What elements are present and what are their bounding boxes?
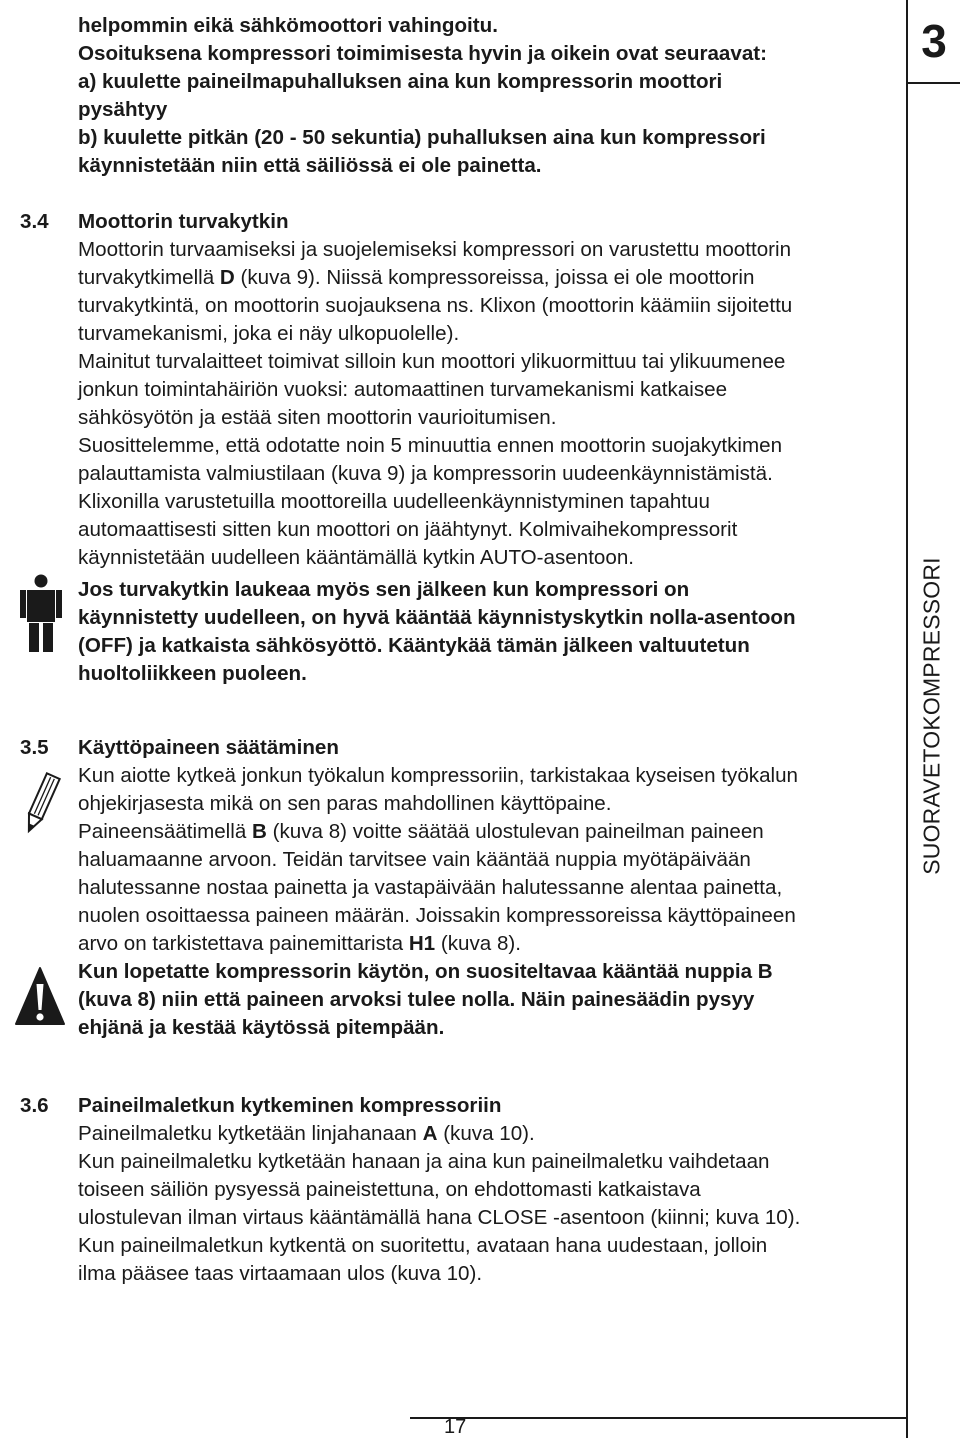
body-line: turvakytkintä, on moottorin suojauksena ns. Klixon (moottorin käämiin sijoitettu bbox=[78, 294, 793, 317]
section-title: Moottorin turvakytkin bbox=[78, 210, 289, 233]
body-line: jonkun toimintahäiriön vuoksi: automaattinen turvamekanismi katkaisee bbox=[78, 378, 728, 401]
person-icon bbox=[20, 574, 62, 652]
body-line-bold: (kuva 8) niin että paineen arvoksi tulee nolla. Näin painesäädin pysyy bbox=[78, 988, 755, 1011]
intro-line: a) kuulette paineilmapuhalluksen aina kun kompressorin moottori bbox=[78, 70, 723, 93]
body-line: arvo on tarkistettava painemittarista H1 (kuva 8). bbox=[78, 932, 521, 955]
body-line: Kun aiotte kytkeä jonkun työkalun kompressoriin, tarkistakaa kyseisen työkalun bbox=[78, 764, 799, 787]
sidebar-divider bbox=[906, 0, 908, 1438]
intro-line: Osoituksena kompressori toimimisesta hyvin ja oikein ovat seuraavat: bbox=[78, 42, 768, 65]
body-line-bold: ehjänä ja kestää käytössä pitempään. bbox=[78, 1016, 445, 1039]
intro-line: helpommin eikä sähkömoottori vahingoitu. bbox=[78, 14, 498, 37]
body-line: toiseen säiliön pysyessä paineistettuna, on ehdottomasti katkaistava bbox=[78, 1178, 701, 1201]
body-line: Suosittelemme, että odotatte noin 5 minuuttia ennen moottorin suojakytkimen bbox=[78, 434, 783, 457]
section-number: 3.6 bbox=[20, 1094, 49, 1117]
body-line-bold: Jos turvakytkin laukeaa myös sen jälkeen kun kompressori on bbox=[78, 578, 690, 601]
pencil-icon bbox=[20, 770, 64, 838]
section-number: 3.4 bbox=[20, 210, 49, 233]
body-line: turvakytkimellä D (kuva 9). Niissä kompressoreissa, joissa ei ole moottorin bbox=[78, 266, 755, 289]
warning-icon bbox=[14, 966, 66, 1026]
page-number: 17 bbox=[444, 1416, 467, 1438]
body-line: ilma pääsee taas virtaamaan ulos (kuva 10). bbox=[78, 1262, 483, 1285]
body-line: sähkösyötön ja estää siten moottorin vaurioitumisen. bbox=[78, 406, 557, 429]
side-label: SUORAVETOKOMPRESSORI bbox=[918, 557, 945, 875]
body-line: Mainitut turvalaitteet toimivat silloin kun moottori ylikuormittuu tai ylikuumenee bbox=[78, 350, 786, 373]
body-line: automaattisesti sitten kun moottori on jäähtynyt. Kolmivaihekompressorit bbox=[78, 518, 738, 541]
body-line: nuolen osoittaessa paineen määrän. Joissakin kompressoreissa käyttöpaineen bbox=[78, 904, 796, 927]
body-line-bold: Kun lopetatte kompressorin käytön, on suositeltavaa kääntää nuppia B bbox=[78, 960, 773, 983]
body-line: ohjekirjasesta mikä on sen paras mahdollinen käyttöpaine. bbox=[78, 792, 612, 815]
body-line-bold: (OFF) ja katkaista sähkösyöttö. Kääntykää tämän jälkeen valtuutetun bbox=[78, 634, 750, 657]
chapter-number: 3 bbox=[921, 15, 947, 67]
section-title: Käyttöpaineen säätäminen bbox=[78, 736, 339, 759]
body-line-bold: huoltoliikkeen puoleen. bbox=[78, 662, 307, 685]
body-line: Paineensäätimellä B (kuva 8) voitte säätää ulostulevan paineilman paineen bbox=[78, 820, 764, 843]
footer-rule bbox=[410, 1417, 908, 1419]
intro-line: pysähtyy bbox=[78, 98, 168, 121]
body-line: Kun paineilmaletku kytketään hanaan ja aina kun paineilmaletku vaihdetaan bbox=[78, 1150, 770, 1173]
body-line: ulostulevan ilman virtaus kääntämällä hana CLOSE -asentoon (kiinni; kuva 10). bbox=[78, 1206, 801, 1229]
section-number: 3.5 bbox=[20, 736, 49, 759]
body-line: käynnistetään uudelleen kääntämällä kytkin AUTO-asentoon. bbox=[78, 546, 634, 569]
body-line: halutessanne nostaa painetta ja vastapäivään halutessanne alentaa painetta, bbox=[78, 876, 783, 899]
body-line: turvamekanismi, joka ei näy ulkopuolelle). bbox=[78, 322, 460, 345]
intro-line: b) kuulette pitkän (20 - 50 sekuntia) puhalluksen aina kun kompressori bbox=[78, 126, 766, 149]
body-line: Paineilmaletku kytketään linjahanaan A (kuva 10). bbox=[78, 1122, 535, 1145]
body-line: haluamaanne arvoon. Teidän tarvitsee vain kääntää nuppia myötäpäivään bbox=[78, 848, 751, 871]
body-line-bold: käynnistetty uudelleen, on hyvä kääntää käynnistyskytkin nolla-asentoon bbox=[78, 606, 796, 629]
body-line: Kun paineilmaletkun kytkentä on suoritettu, avataan hana uudestaan, jolloin bbox=[78, 1234, 768, 1257]
chapter-tab bbox=[906, 0, 960, 84]
body-line: Klixonilla varustetuilla moottoreilla uudelleenkäynnistyminen tapahtuu bbox=[78, 490, 710, 513]
body-line: Moottorin turvaamiseksi ja suojelemiseksi kompressori on varustettu moottorin bbox=[78, 238, 792, 261]
section-title: Paineilmaletkun kytkeminen kompressoriin bbox=[78, 1094, 502, 1117]
intro-line: käynnistetään niin että säiliössä ei ole painetta. bbox=[78, 154, 542, 177]
body-line: palauttamista valmiustilaan (kuva 9) ja kompressorin uudeenkäynnistämistä. bbox=[78, 462, 773, 485]
